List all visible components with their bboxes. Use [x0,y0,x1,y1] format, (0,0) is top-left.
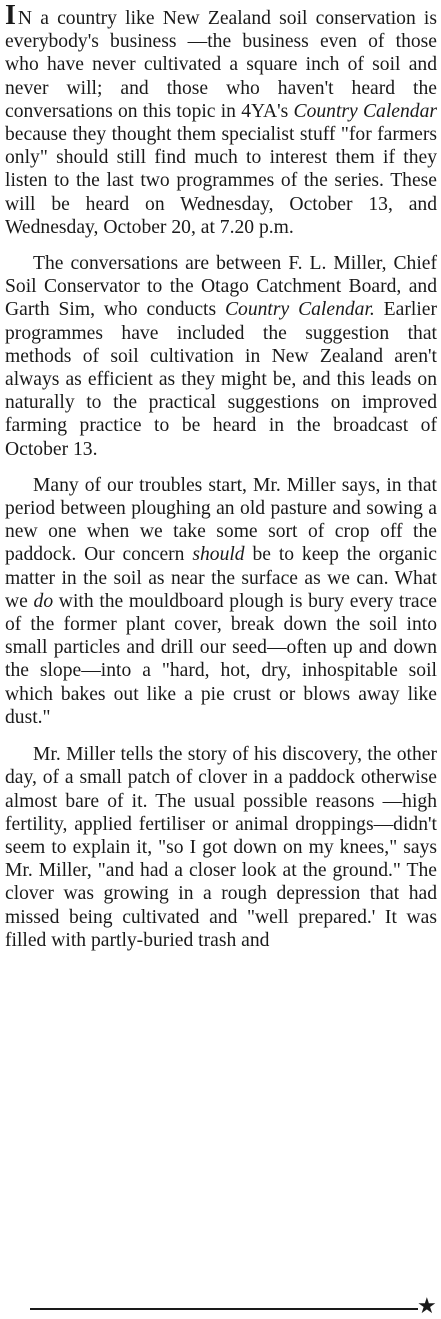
paragraph-text: N a country like New Zealand soil conservation is everybody's business —the business even of those who have never cultivated a square inch of soil and never will; and those who haven't heard the conversations on this topic in 4YA's [5,8,437,122]
paragraph-text: Mr. Miller tells the story of his discovery, the other day, of a small patch of clover in a paddock otherwise almost bare of it. The usual possible reasons —high fertility, applied fertiliser or animal droppings—didn't seem to explain it, "so I got down on my knees," says Mr. Miller, "and had a closer look at the ground." The clover was growing in a rough depression that had missed being cultivated and "well prepared.' It was filled with partly-buried trash and [5,744,437,951]
paragraph-text: Many of our troubles start, Mr. Miller says, in that period between ploughing an old pasture and sowing a new one when we take some sort of crop off the paddock. Our concern [5,474,437,566]
paragraph-4 [5,743,437,952]
program-title: Country Calendar. [224,299,375,321]
paragraph-text: Earlier programmes have included the suggestion that methods of soil cultivation in New Zealand aren't always as efficient as they might be, and this leads on naturally to the practical suggestions on improved farming practice to be heard in the broadcast of October 13. [5,299,437,460]
section-divider [30,1308,418,1310]
article-body [5,0,437,952]
paragraph-text: The conversations are between F. L. Miller, Chief Soil Conservator to the Otago Catchment Board, and Garth Sim, who conducts [5,253,437,321]
paragraph-2 [5,252,437,461]
star-icon: ★ [417,1294,437,1319]
paragraph-text: because they thought them specialist stuff "for farmers only" should still find much to interest them if they listen to the last two programmes of the series. These will be heard on Wednesday, October 13, and Wednesday, October 20, at 7.20 p.m. [5,124,437,238]
program-title: Country Calendar [293,100,437,122]
paragraph-text: with the mouldboard plough is bury every trace of the former plant cover, break down the soil into small particles and drill our seed—often up and down the slope—into a "hard, hot, dry, inhospitable soil which bakes out like a pie crust or blows away like dust." [5,590,437,728]
emphasis: should [192,544,245,566]
paragraph-text: be to keep the organic matter in the soil as near the surface as we can. What we [5,544,437,612]
emphasis: do [33,590,54,612]
drop-cap: I [5,0,18,31]
paragraph-3 [5,474,437,729]
paragraph-1 [5,0,437,239]
